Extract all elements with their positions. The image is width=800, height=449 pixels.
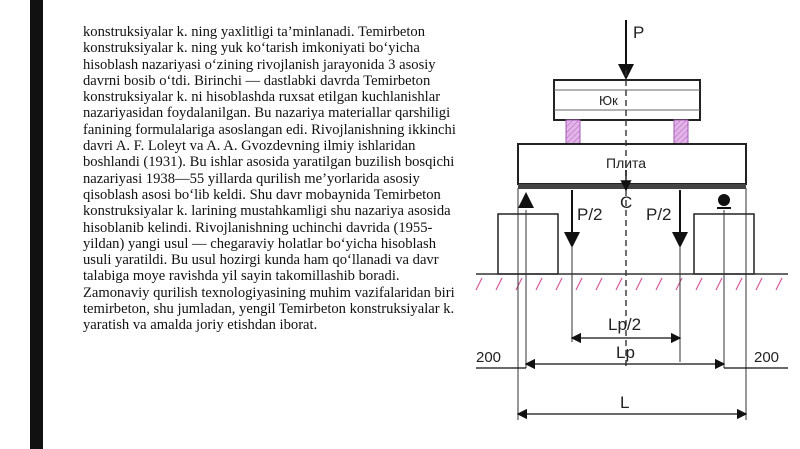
distribution-beam [554, 80, 700, 120]
right-pad [674, 120, 688, 144]
support-strip [518, 184, 746, 189]
total-label: L [620, 393, 630, 412]
left-pad [566, 120, 580, 144]
left-half-load-label: P/2 [577, 205, 603, 224]
plate-label: Плита [606, 155, 647, 171]
ground-hatch [476, 278, 782, 290]
center-label: C [620, 193, 633, 212]
load-label: P [633, 23, 645, 42]
offset-left-label: 200 [476, 349, 502, 366]
half-span-label: Lp/2 [608, 315, 642, 334]
offset-right-label: 200 [754, 349, 780, 366]
accent-bar [30, 0, 43, 449]
beam-label: Юк [599, 93, 618, 108]
left-support-triangle [518, 192, 534, 208]
body-text: konstruksiyalar k. ning yaxlitligi ta’minlanadi. Temirbeton konstruksiyalar k. ning yuk ko‘tarish imkoniyati bo‘yicha hisoblash nazariyasi o‘zining rivojlanish jarayonida 3 asosiy davrni bosib o‘tdi. Birinchi — dastlabki davrda Temirbeton konstruksiyalar k. ni hisoblashda ruxsat etilgan kuchlanishlar nazariyasidan foydalanilgan. Bu nazariya materiallar qarshiligi fanining formulalariga asoslangan edi. Rivojlanishning ikkinchi davri A. F. Loleyt va A. A. Gvozdevning ilmiy ishlaridan boshlandi (1931). Bu ishlar asosida yaratilgan buzilish bosqichi nazariyasi 1938—55 yillarda qurilish me’yorlarida asosiy qisoblash asosi bo‘lib keldi. Shu davr mobaynida Temirbeton konstruksiyalar k. larining mustahkamligi shu nazariya asosida hisoblanib kelindi. Rivojlanishning uchinchi davrida (1955-yildan) yangi usul — chegaraviy holatlar bo‘yicha hisoblash usuli yaratildi. Bu usul hozirgi kunda ham qo‘llanadi va davr talabiga moye ravishda yil sayin takomillashib boradi. Zamonaviy qurilish texnologiyasining muhim vazifalaridan biri temirbeton, shu jumladan, yengil Temirbeton konstruksiyalar k. yaratish va amalda joriy etishdan iborat. [83, 24, 456, 334]
load-test-diagram [468, 10, 792, 438]
left-pedestal [498, 214, 558, 274]
span-label: Lp [616, 343, 635, 362]
right-half-load-label: P/2 [646, 205, 672, 224]
right-support-roller [718, 194, 730, 206]
